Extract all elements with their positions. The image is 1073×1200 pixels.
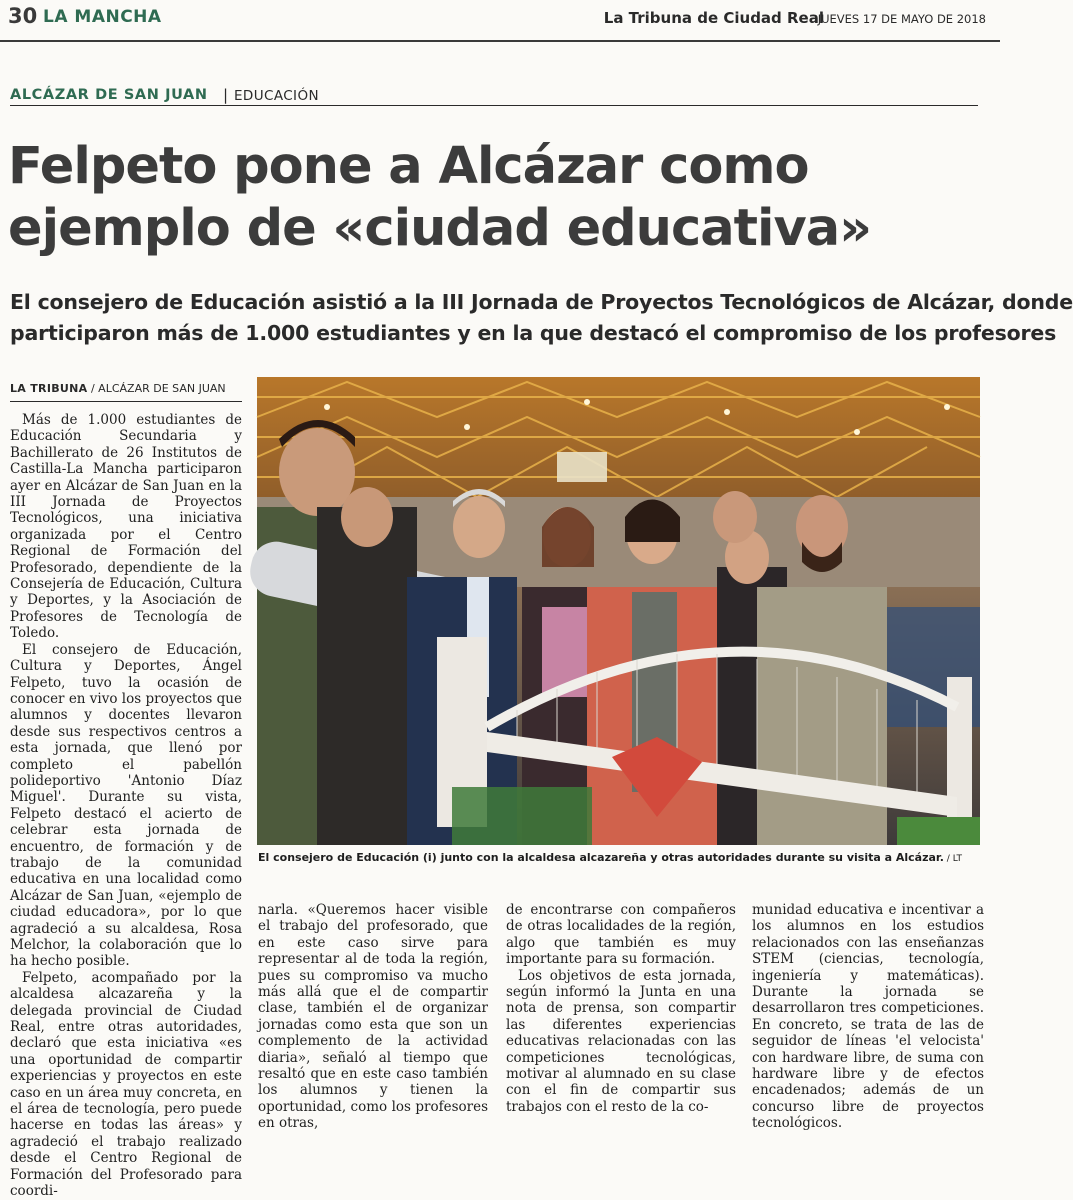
page-number: 30: [8, 4, 38, 28]
newspaper-name: La Tribuna de Ciudad Real: [603, 9, 824, 27]
headline-line-2: ejemplo de «ciudad educativa»: [8, 199, 872, 258]
issue-date: JUEVES 17 DE MAYO DE 2018: [817, 12, 986, 26]
byline-place: / ALCÁZAR DE SAN JUAN: [87, 382, 226, 395]
section-place: ALCÁZAR DE SAN JUAN: [10, 87, 208, 103]
masthead: [0, 0, 1000, 42]
byline: [10, 382, 242, 402]
article-column-1: [10, 412, 242, 1200]
article-column-4: [752, 902, 984, 1132]
photo-caption-text: El consejero de Educación (i) junto con la alcaldesa alcazareña y otras autoridades durante su visita a Alcázar.: [258, 851, 944, 864]
photo-credit: / LT: [943, 854, 962, 864]
news-photo: [257, 377, 980, 845]
section-topic: EDUCACIÓN: [234, 88, 319, 104]
subheadline: [10, 287, 1073, 349]
article-paragraph: Los objetivos de esta jornada, según informó la Junta en una nota de prensa, son compartir las diferentes experiencias educativas relacionadas con las competiciones tecnológicas, motivar al alumnado en su clase con el fin de compartir sus trabajos con el resto de la co-: [506, 967, 736, 1115]
article-column-2: [258, 902, 488, 1132]
byline-source: LA TRIBUNA: [10, 382, 88, 395]
headline-line-1: Felpeto pone a Alcázar como: [8, 137, 809, 196]
article-paragraph: de encontrarse con compañeros de otras localidades de la región, algo que también es muy importante para su formación.: [506, 902, 736, 968]
subheadline-line-2: participaron más de 1.000 estudiantes y en la que destacó el compromiso de los profesores: [10, 321, 1057, 345]
article-paragraph: narla. «Queremos hacer visible el trabajo del profesorado, que en este caso sirve para representar al de toda la región, pues su compromiso va mucho más allá que el de compartir clase, también el de organizar jornadas como esta que son un complemento de la actividad diaria», señaló al tiempo que resaltó que en este caso también los alumnos y tienen la oportunidad, como los profesores en otras,: [258, 902, 488, 1132]
subheadline-line-1: El consejero de Educación asistió a la III Jornada de Proyectos Tecnológicos de Alcázar, donde: [10, 290, 1073, 314]
article-paragraph: Felpeto, acompañado por la alcaldesa alcazareña y la delegada provincial de Ciudad Real, entre otras autoridades, declaró que esta iniciativa «es una oportunidad de compartir experiencias y proyectos en este caso en un área muy concreta, en el área de tecnología, pero puede hacerse en todas las áreas» y agradeció el trabajo realizado desde el Centro Regional de Formación del Profesorado para coordi-: [10, 969, 242, 1200]
article-paragraph: munidad educativa e incentivar a los alumnos en los estudios relacionados con las enseñanzas STEM (ciencias, tecnología, ingeniería y matemáticas). Durante la jornada se desarrollaron tres competiciones. En concreto, se trata de las de seguidor de líneas 'el velocista' con hardware libre, de suma con hardware libre y de efectos encadenados; además de un concurso libre de proyectos tecnológicos.: [752, 902, 984, 1132]
headline: [8, 136, 998, 260]
article-paragraph: Más de 1.000 estudiantes de Educación Secundaria y Bachillerato de 26 Institutos de Castilla-La Mancha participaron ayer en Alcázar de San Juan en la III Jornada de Proyectos Tecnológicos, una iniciativa organizada por el Centro Regional de Formación del Profesorado, dependiente de la Consejería de Educación, Cultura y Deportes, y la Asociación de Profesores de Tecnología de Toledo.: [10, 412, 242, 642]
article-paragraph: El consejero de Educación, Cultura y Deportes, Ángel Felpeto, tuvo la ocasión de conocer en vivo los proyectos que alumnos y docentes llevaron desde sus respectivos centros a esta jornada, que llenó por completo el pabellón polideportivo 'Antonio Díaz Miguel'. Durante su vista, Felpeto destacó el acierto de celebrar esta jornada de encuentro, de formación y de trabajo de la comunidad educativa en una localidad como Alcázar de San Juan, «ejemplo de ciudad educadora», por lo que agradeció a su alcaldesa, Rosa Melchor, la colaboración que lo ha hecho posible.: [10, 641, 242, 970]
section-separator: |: [223, 86, 229, 104]
masthead-section: LA MANCHA: [43, 7, 162, 27]
article-column-3: [506, 902, 736, 1115]
photo-caption: [258, 851, 980, 864]
section-bar: [10, 86, 978, 106]
